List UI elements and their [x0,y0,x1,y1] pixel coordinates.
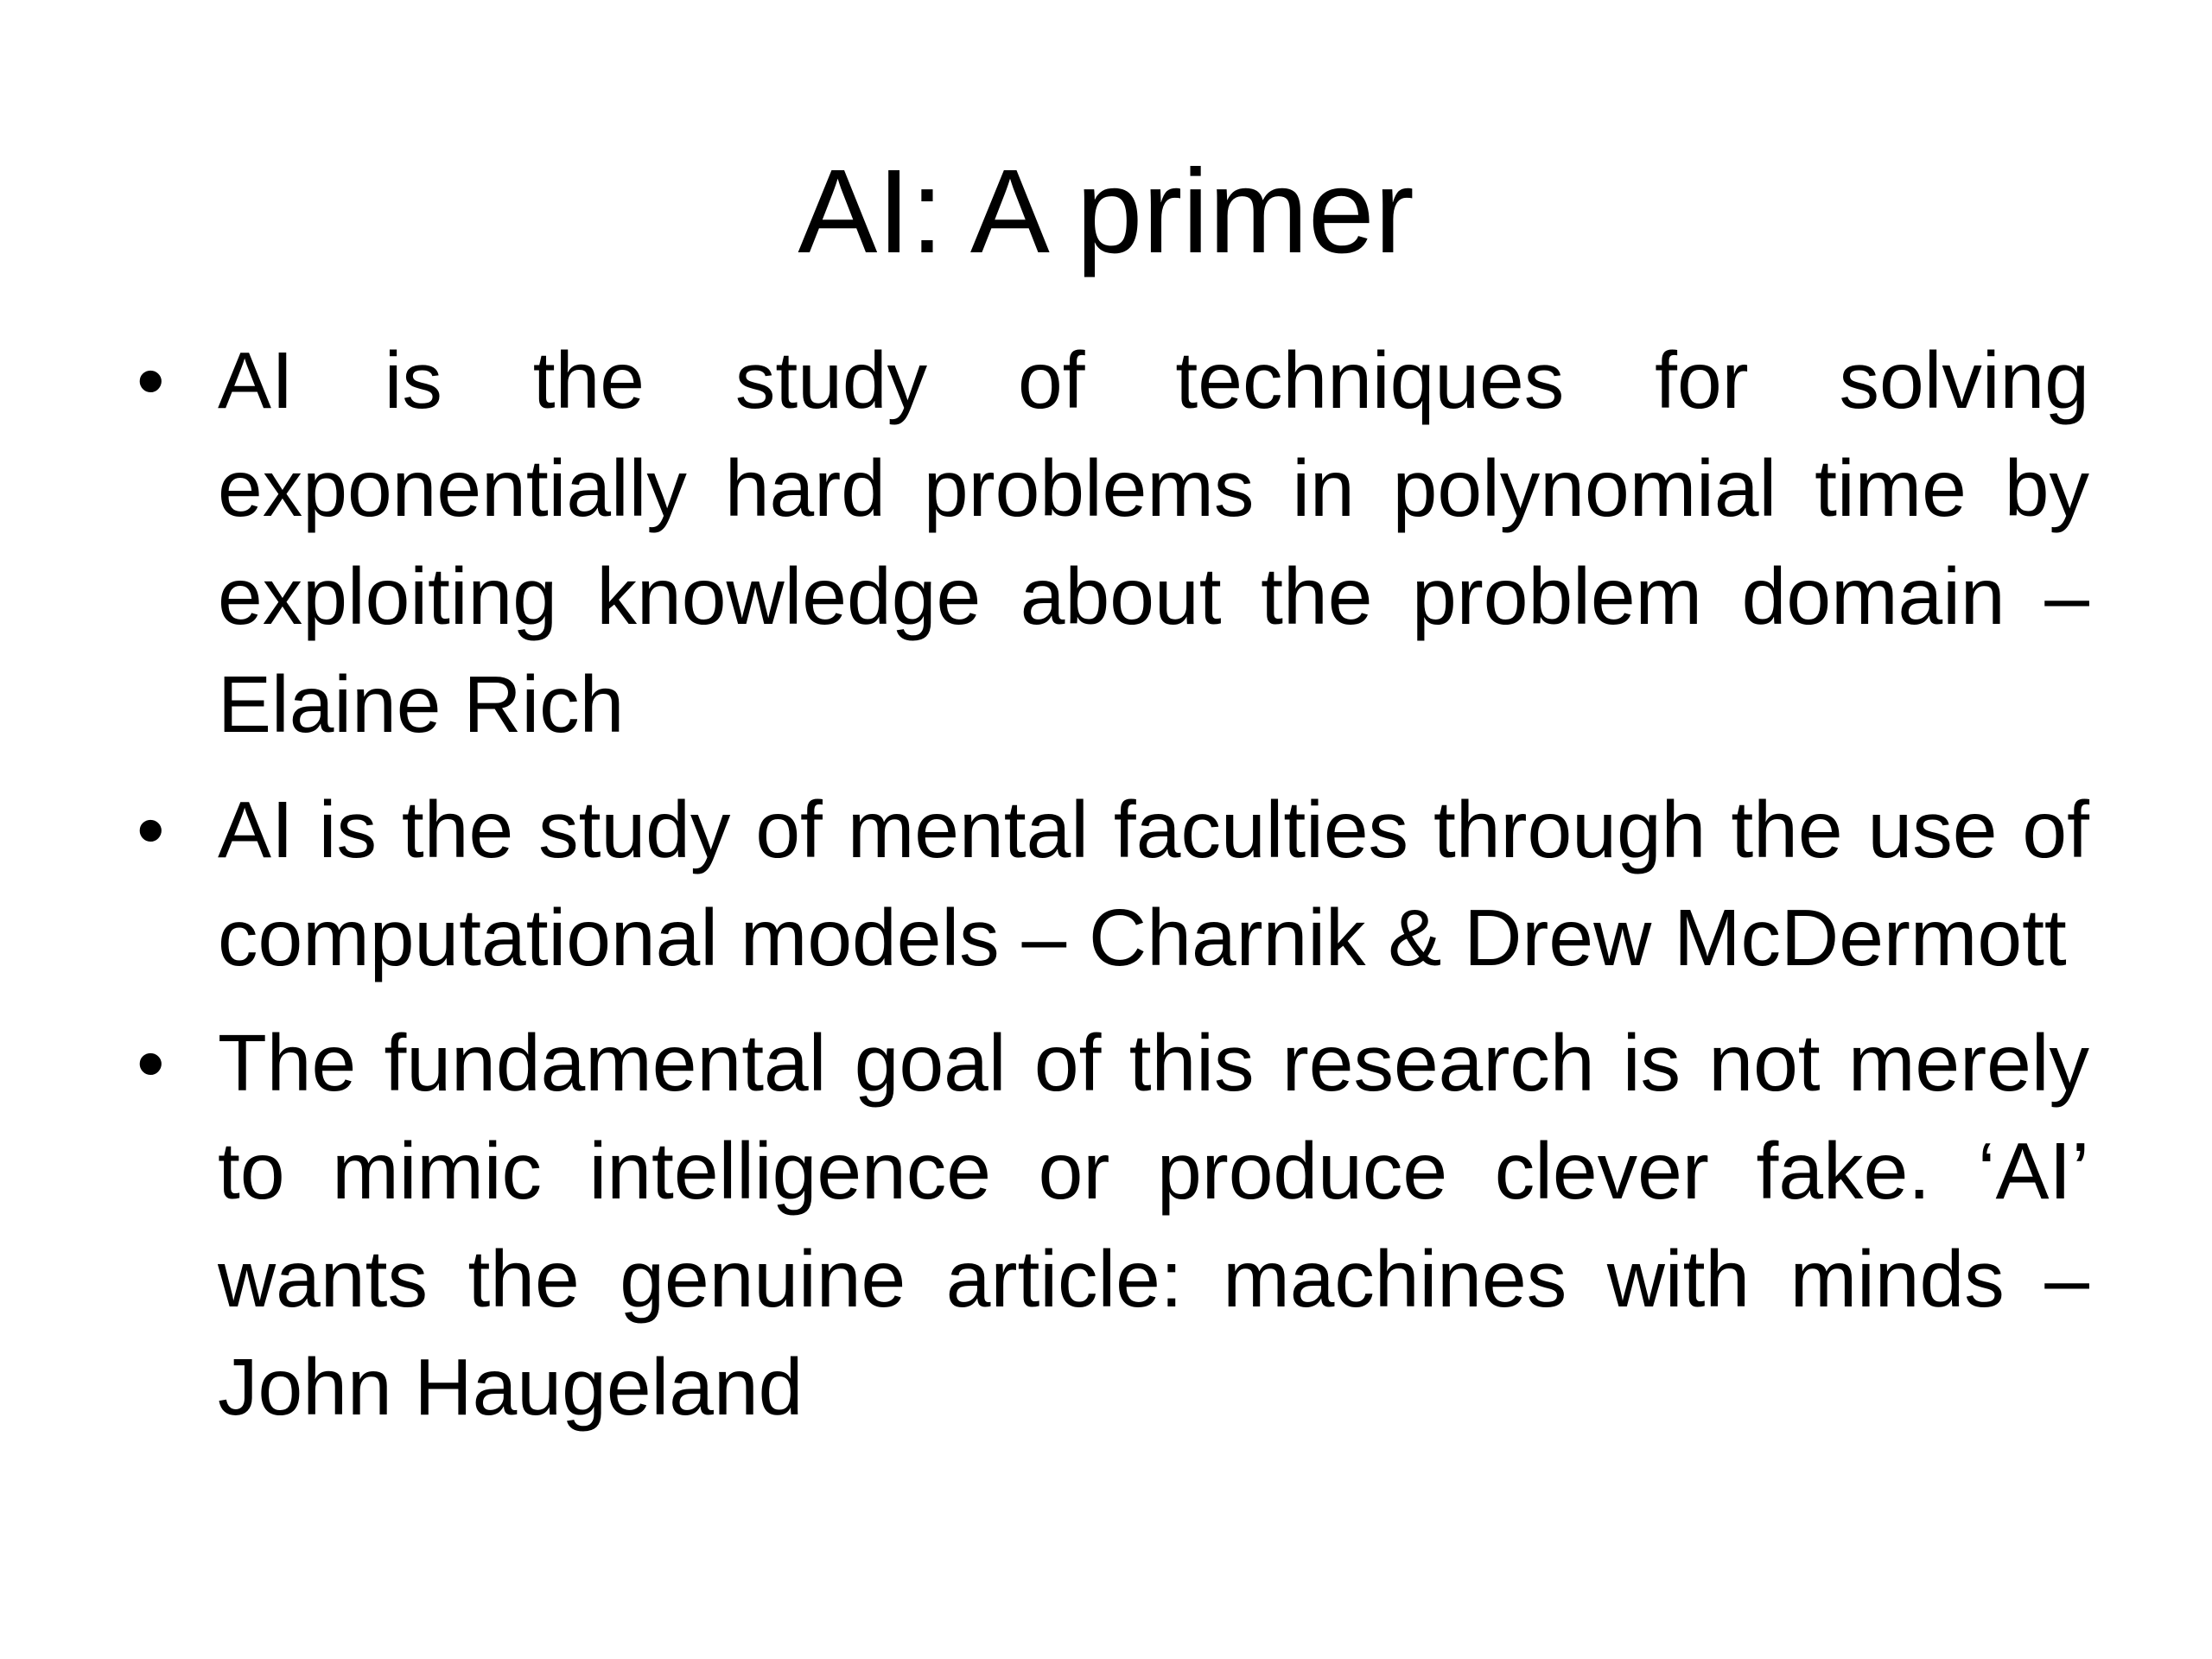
bullet-list [128,327,2089,1459]
bullet-text: AI is the study of mental faculties through the use of computational models – Charnik & Drew McDermott [218,785,2089,982]
slide-title: AI: A primer [798,145,1414,278]
bullet-item [128,776,2089,992]
bullet-item [128,1009,2089,1441]
bullet-item [128,327,2089,759]
bullet-icon: • [137,785,165,874]
bullet-text: The fundamental goal of this research is not merely to mimic intelligence or produce clever fake. ‘AI’ wants the genuine article: machines with minds – John Haugeland [218,1018,2089,1432]
bullet-icon: • [137,335,165,425]
bullet-text: AI is the study of techniques for solving exponentially hard problems in polynomial time by exploiting knowledge about the problem domain – Elaine Rich [218,335,2089,749]
bullet-icon: • [137,1018,165,1108]
